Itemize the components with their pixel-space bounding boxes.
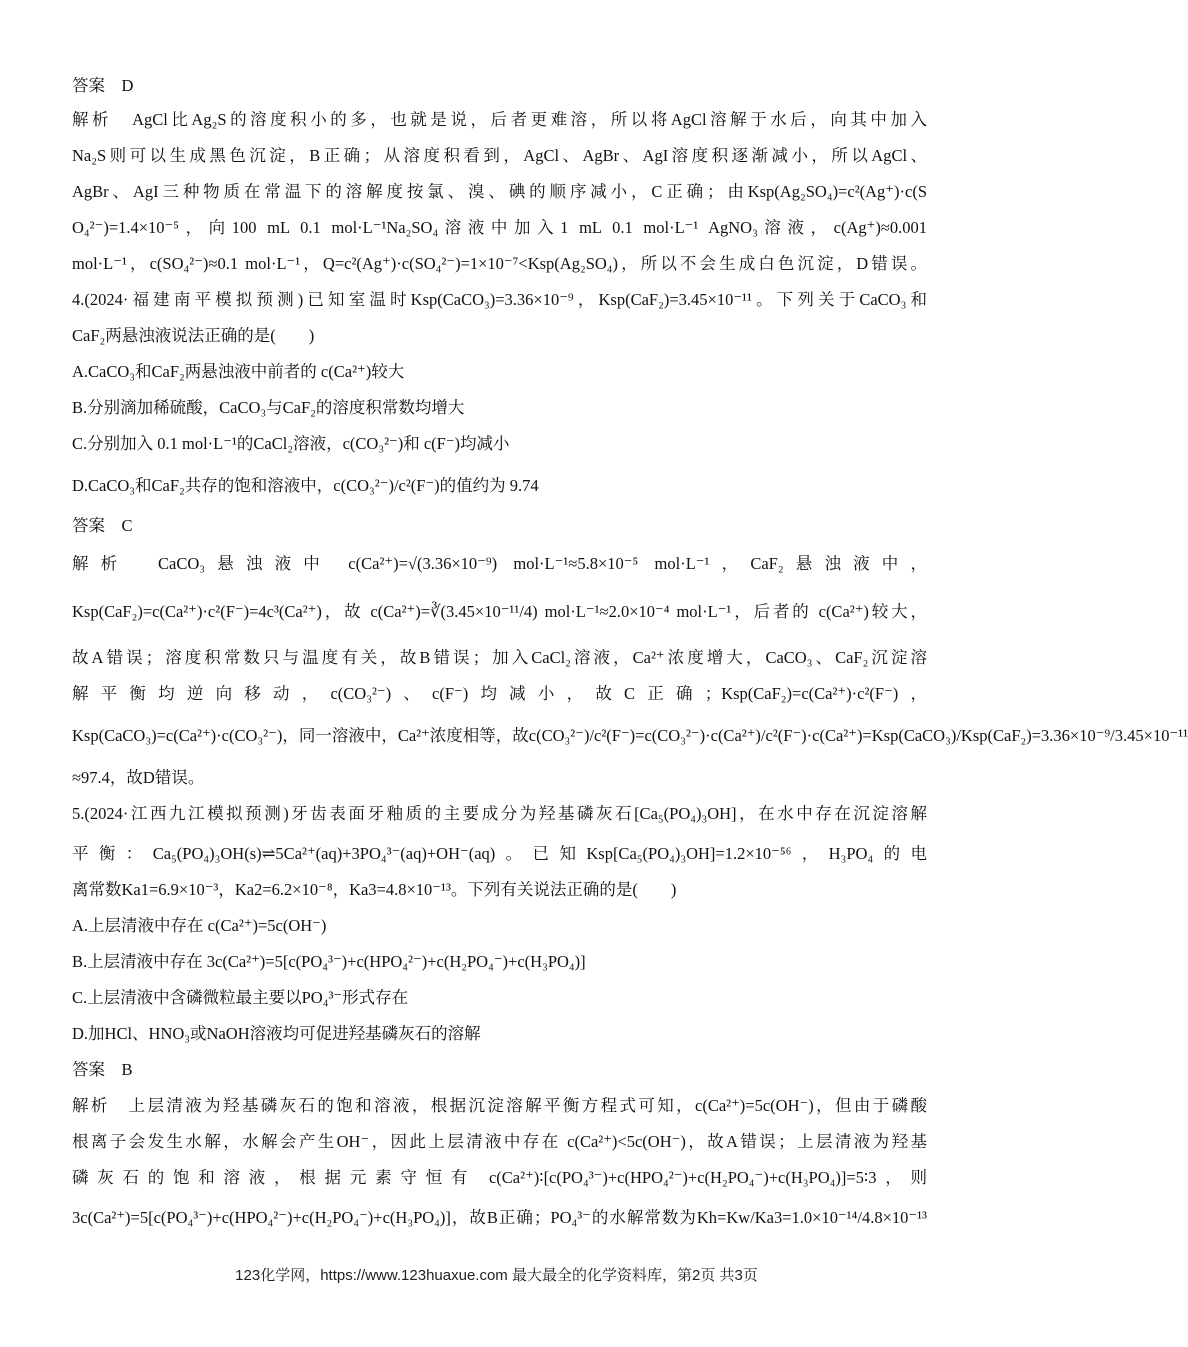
text-line: 平衡：Ca₅(PO₄)₃OH(s)⇌5Ca²⁺(aq)+3PO₄³⁻(aq)+OH⁻(aq)。已知Ksp[Ca₅(PO₄)₃OH]=1.2×10⁻⁵⁶，H₃PO₄的电	[72, 844, 927, 863]
text-line: 解析 AgCl比Ag₂S的溶度积小的多，也就是说，后者更难溶，所以将AgCl溶解于水后，向其中加入	[72, 110, 927, 129]
text-line: 3c(Ca²⁺)=5[c(PO₄³⁻)+c(HPO₄²⁻)+c(H₂PO₄⁻)+c(H₃PO₄)]，故B正确；PO₄³⁻的水解常数为Kh=Kw/Ka3=1.0×10⁻¹⁴/4.8×10⁻¹³	[72, 1208, 927, 1227]
text-line: 答案 C	[72, 516, 133, 535]
text-line: Na₂S则可以生成黑色沉淀，B正确；从溶度积看到，AgCl、AgBr、AgI溶度积逐渐减小，所以AgCl、	[72, 146, 927, 165]
text-line: 故A错误；溶度积常数只与温度有关，故B错误；加入CaCl₂溶液，Ca²⁺浓度增大，CaCO₃、CaF₂沉淀溶	[72, 648, 927, 667]
text-line: O₄²⁻)=1.4×10⁻⁵，向100 mL 0.1 mol·L⁻¹Na₂SO₄溶液中加入1 mL 0.1 mol·L⁻¹ AgNO₃溶液，c(Ag⁺)≈0.001	[72, 218, 927, 237]
page-footer: 123化学网，https://www.123huaxue.com 最大最全的化学资料库，第2页 共3页	[235, 1267, 758, 1284]
text-line: D.加HCl、HNO₃或NaOH溶液均可促进羟基磷灰石的溶解	[72, 1024, 481, 1043]
text-line: ≈97.4，故D错误。	[72, 768, 205, 787]
text-line: A.上层清液中存在 c(Ca²⁺)=5c(OH⁻)	[72, 916, 327, 935]
text-line: Ksp(CaF₂)=c(Ca²⁺)·c²(F⁻)=4c³(Ca²⁺)，故 c(Ca²⁺)=∛(3.45×10⁻¹¹/4) mol·L⁻¹≈2.0×10⁻⁴ mol·L⁻¹，后者的 c(Ca²⁺)较大，	[72, 602, 927, 621]
text-line: D.CaCO₃和CaF₂共存的饱和溶液中，c(CO₃²⁻)/c²(F⁻)的值约为 9.74	[72, 476, 539, 495]
text-line: CaF₂两悬浊液说法正确的是( )	[72, 326, 315, 345]
text-line: 磷灰石的饱和溶液，根据元素守恒有 c(Ca²⁺)∶[c(PO₄³⁻)+c(HPO₄²⁻)+c(H₂PO₄⁻)+c(H₃PO₄)]=5∶3，则	[72, 1168, 927, 1187]
text-line: C.上层清液中含磷微粒最主要以PO₄³⁻形式存在	[72, 988, 409, 1007]
text-line: 5.(2024·江西九江模拟预测)牙齿表面牙釉质的主要成分为羟基磷灰石[Ca₅(PO₄)₃OH]，在水中存在沉淀溶解	[72, 804, 927, 823]
text-line: 答案 D	[72, 76, 134, 95]
text-line: A.CaCO₃和CaF₂两悬浊液中前者的 c(Ca²⁺)较大	[72, 362, 405, 381]
text-line: 解析 CaCO₃悬浊液中 c(Ca²⁺)=√(3.36×10⁻⁹) mol·L⁻¹≈5.8×10⁻⁵ mol·L⁻¹，CaF₂悬浊液中，	[72, 554, 927, 573]
text-line: Ksp(CaCO₃)=c(Ca²⁺)·c(CO₃²⁻)，同一溶液中，Ca²⁺浓度相等，故c(CO₃²⁻)/c²(F⁻)=c(CO₃²⁻)·c(Ca²⁺)/c²(F⁻)·c(Ca²⁺)=Ksp(CaCO₃)/Ksp(CaF₂)=3.36×10⁻⁹/3.45×10⁻¹¹	[72, 726, 1188, 745]
text-line: 解平衡均逆向移动，c(CO₃²⁻)、c(F⁻)均减小，故C正确；Ksp(CaF₂)=c(Ca²⁺)·c²(F⁻)，	[72, 684, 927, 703]
text-line: 解析 上层清液为羟基磷灰石的饱和溶液，根据沉淀溶解平衡方程式可知，c(Ca²⁺)=5c(OH⁻)，但由于磷酸	[72, 1096, 927, 1115]
text-line: B.上层清液中存在 3c(Ca²⁺)=5[c(PO₄³⁻)+c(HPO₄²⁻)+c(H₂PO₄⁻)+c(H₃PO₄)]	[72, 952, 586, 971]
text-line: 答案 B	[72, 1060, 133, 1079]
text-line: C.分别加入 0.1 mol·L⁻¹的CaCl₂溶液，c(CO₃²⁻)和 c(F⁻)均减小	[72, 434, 510, 453]
text-line: 根离子会发生水解，水解会产生OH⁻，因此上层清液中存在 c(Ca²⁺)<5c(OH⁻)，故A错误；上层清液为羟基	[72, 1132, 927, 1151]
text-line: AgBr、AgI三种物质在常温下的溶解度按氯、溴、碘的顺序减小，C正确；由Ksp(Ag₂SO₄)=c²(Ag⁺)·c(S	[72, 182, 927, 201]
text-line: 离常数Ka1=6.9×10⁻³，Ka2=6.2×10⁻⁸，Ka3=4.8×10⁻¹³。下列有关说法正确的是( )	[72, 880, 677, 899]
text-line: mol·L⁻¹，c(SO₄²⁻)≈0.1 mol·L⁻¹，Q=c²(Ag⁺)·c(SO₄²⁻)=1×10⁻⁷<Ksp(Ag₂SO₄)，所以不会生成白色沉淀，D错误。	[72, 254, 927, 273]
text-line: B.分别滴加稀硫酸，CaCO₃与CaF₂的溶度积常数均增大	[72, 398, 465, 417]
text-line: 4.(2024·福建南平模拟预测)已知室温时Ksp(CaCO₃)=3.36×10⁻⁹，Ksp(CaF₂)=3.45×10⁻¹¹。下列关于CaCO₃和	[72, 290, 927, 309]
